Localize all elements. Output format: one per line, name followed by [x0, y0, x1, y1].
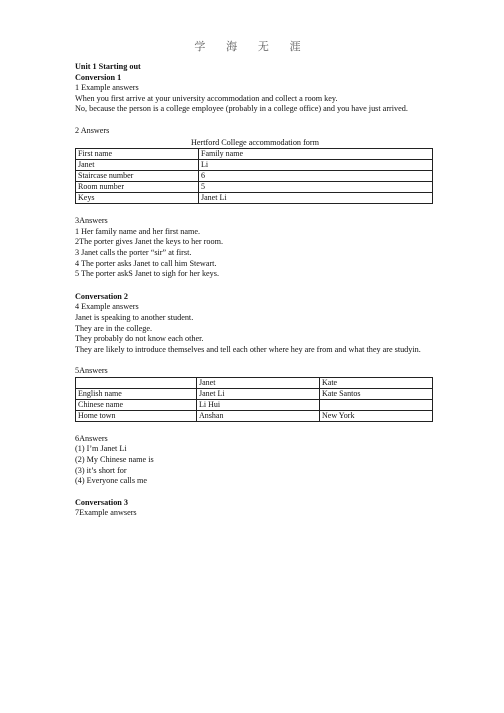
table-cell: Janet: [76, 160, 199, 171]
table-cell: First name: [76, 149, 199, 160]
q4-label: 4 Example answers: [75, 302, 139, 312]
table-row: [76, 171, 433, 182]
q6-label: 6Answers: [75, 433, 108, 443]
table-cell: Family name: [199, 149, 433, 160]
table-row: [76, 410, 433, 421]
q6-answer-3: (3) it’s short for: [75, 465, 127, 475]
table-row: [76, 193, 433, 204]
table-cell: 6: [199, 171, 433, 182]
q1-label: 1 Example answers: [75, 83, 139, 93]
conversation-1-title: Conversion 1: [75, 72, 122, 82]
table-row: [76, 160, 433, 171]
table-cell: Janet Li: [199, 193, 433, 204]
table-row: [76, 377, 433, 388]
table-cell: Room number: [76, 182, 199, 193]
table-cell: New York: [320, 410, 433, 421]
q5-label: 5Answers: [75, 366, 108, 376]
table-row: [76, 182, 433, 193]
page-header: 学 海 无 涯: [194, 41, 310, 53]
document-body: [75, 62, 435, 519]
table-cell: Li Hui: [197, 399, 320, 410]
table-cell: Staircase number: [76, 171, 199, 182]
names-table: [75, 377, 433, 422]
q4-answer-4: They are likely to introduce themselves and tell each other where hey are from and what they are studyin.: [75, 344, 421, 354]
accommodation-form-table: [75, 148, 433, 204]
form-caption: Hertford College accommodation form: [190, 137, 319, 147]
q1-answer-1: When you first arrive at your university accommodation and collect a room key.: [75, 93, 338, 103]
table-cell: 5: [199, 182, 433, 193]
conversation-3-title: Conversation 3: [75, 497, 128, 507]
table-row: [76, 399, 433, 410]
table-cell: Kate: [320, 377, 433, 388]
unit-title: Unit 1 Starting out: [75, 62, 141, 71]
table-row: [76, 149, 433, 160]
table-cell: Janet Li: [197, 388, 320, 399]
table-cell: English name: [76, 388, 197, 399]
q4-answer-3: They probably do not know each other.: [75, 334, 204, 344]
table-cell: [320, 399, 433, 410]
q3-answer-4: 4 The porter asks Janet to call him Stewart.: [75, 258, 217, 268]
table-cell: Kate Santos: [320, 388, 433, 399]
table-cell: Keys: [76, 193, 199, 204]
q4-answer-1: Janet is speaking to another student.: [75, 312, 194, 322]
table-cell: Li: [199, 160, 433, 171]
q4-answer-2: They are in the college.: [75, 323, 153, 333]
q3-answer-3: 3 Janet calls the porter “sir” at first.: [75, 247, 192, 257]
table-cell: [76, 377, 197, 388]
q3-answer-2: 2The porter gives Janet the keys to her room.: [75, 237, 224, 247]
q1-answer-2: No, because the person is a college employee (probably in a college office) and you have just arrived.: [75, 104, 408, 114]
q3-answer-1: 1 Her family name and her first name.: [75, 226, 201, 236]
table-row: [76, 388, 433, 399]
q3-label: 3Answers: [75, 216, 108, 226]
q2-label: 2 Answers: [75, 125, 110, 135]
q7-label: 7Example anwsers: [75, 508, 137, 518]
table-cell: Janet: [197, 377, 320, 388]
table-cell: Anshan: [197, 410, 320, 421]
q6-answer-2: (2) My Chinese name is: [75, 455, 154, 465]
q6-answer-4: (4) Everyone calls me: [75, 476, 148, 486]
table-cell: Chinese name: [76, 399, 197, 410]
q3-answer-5: 5 The porter askS Janet to sigh for her keys.: [75, 269, 220, 279]
table-cell: Home town: [76, 410, 197, 421]
q6-answer-1: (1) I’m Janet Li: [75, 444, 127, 454]
conversation-2-title: Conversation 2: [75, 291, 128, 301]
